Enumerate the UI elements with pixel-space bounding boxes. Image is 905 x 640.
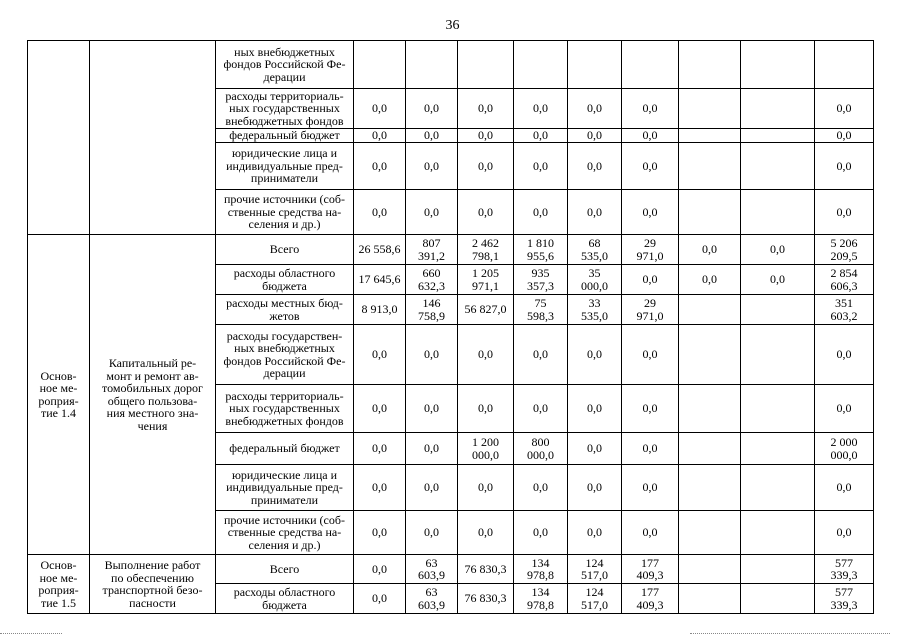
value-cell (741, 555, 815, 584)
value-cell (741, 465, 815, 511)
value-cell: 75 598,3 (514, 295, 568, 325)
value-cell: 17 645,6 (354, 265, 406, 295)
value-cell: 0,0 (815, 465, 874, 511)
value-cell (741, 143, 815, 190)
value-cell: 0,0 (406, 433, 458, 465)
value-cell (679, 584, 741, 614)
table-row (28, 555, 874, 584)
value-cell: 0,0 (406, 190, 458, 235)
value-cell: 0,0 (568, 190, 622, 235)
value-cell: 0,0 (406, 325, 458, 385)
value-cell (458, 41, 514, 89)
value-cell: 0,0 (815, 143, 874, 190)
value-cell (741, 89, 815, 129)
value-cell: 0,0 (458, 190, 514, 235)
source-cell: Всего (216, 235, 354, 265)
event-cell-blank (28, 41, 90, 235)
value-cell: 2 854 606,3 (815, 265, 874, 295)
value-cell: 0,0 (514, 190, 568, 235)
value-cell: 0,0 (622, 143, 679, 190)
table-row (28, 41, 874, 89)
value-cell: 0,0 (458, 89, 514, 129)
value-cell: 0,0 (458, 465, 514, 511)
value-cell: 0,0 (622, 325, 679, 385)
value-cell (354, 41, 406, 89)
value-cell: 0,0 (354, 143, 406, 190)
source-cell: расходы территориаль- ных государственных внебюджетных фондов (216, 385, 354, 433)
budget-table (27, 40, 874, 614)
value-cell: 1 200 000,0 (458, 433, 514, 465)
value-cell: 1 205 971,1 (458, 265, 514, 295)
value-cell: 134 978,8 (514, 555, 568, 584)
value-cell: 0,0 (406, 511, 458, 555)
source-cell: расходы территориаль- ных государственных внебюджетных фондов (216, 89, 354, 129)
value-cell (679, 511, 741, 555)
value-cell: 76 830,3 (458, 555, 514, 584)
value-cell: 0,0 (622, 265, 679, 295)
value-cell: 0,0 (458, 325, 514, 385)
source-cell: расходы местных бюд- жетов (216, 295, 354, 325)
value-cell: 33 535,0 (568, 295, 622, 325)
value-cell: 0,0 (815, 129, 874, 143)
table-row (28, 235, 874, 265)
value-cell: 0,0 (622, 385, 679, 433)
value-cell (679, 89, 741, 129)
value-cell (741, 325, 815, 385)
value-cell: 0,0 (458, 129, 514, 143)
value-cell: 351 603,2 (815, 295, 874, 325)
value-cell (679, 41, 741, 89)
source-cell: расходы государствен- ных внебюджетных фондов Российской Фе- дерации (216, 325, 354, 385)
value-cell: 0,0 (354, 89, 406, 129)
value-cell: 26 558,6 (354, 235, 406, 265)
source-cell: Всего (216, 555, 354, 584)
value-cell: 35 000,0 (568, 265, 622, 295)
value-cell: 0,0 (815, 190, 874, 235)
value-cell: 0,0 (406, 465, 458, 511)
source-cell: прочие источники (соб- ственные средства на- селения и др.) (216, 190, 354, 235)
event-cell: Основ- ное ме- роприя- тие 1.4 (28, 235, 90, 555)
value-cell (741, 584, 815, 614)
value-cell: 0,0 (406, 385, 458, 433)
value-cell: 29 971,0 (622, 235, 679, 265)
value-cell: 0,0 (406, 89, 458, 129)
value-cell (679, 555, 741, 584)
value-cell: 0,0 (354, 325, 406, 385)
value-cell: 68 535,0 (568, 235, 622, 265)
value-cell: 2 000 000,0 (815, 433, 874, 465)
scan-dotted-line (0, 633, 62, 634)
value-cell (679, 325, 741, 385)
value-cell: 0,0 (568, 129, 622, 143)
value-cell: 146 758,9 (406, 295, 458, 325)
value-cell: 0,0 (458, 511, 514, 555)
value-cell: 577 339,3 (815, 584, 874, 614)
value-cell: 0,0 (568, 143, 622, 190)
value-cell: 76 830,3 (458, 584, 514, 614)
source-cell: юридические лица и индивидуальные пред- приниматели (216, 143, 354, 190)
value-cell (679, 129, 741, 143)
value-cell (679, 385, 741, 433)
activity-cell: Капитальный ре- монт и ремонт ав- томобильных дорог общего пользова- ния местного зна- чения (90, 235, 216, 555)
value-cell: 0,0 (679, 235, 741, 265)
value-cell: 0,0 (622, 511, 679, 555)
value-cell: 0,0 (354, 190, 406, 235)
value-cell: 0,0 (568, 433, 622, 465)
value-cell: 63 603,9 (406, 584, 458, 614)
value-cell: 1 810 955,6 (514, 235, 568, 265)
value-cell (679, 190, 741, 235)
value-cell (679, 433, 741, 465)
value-cell: 0,0 (514, 325, 568, 385)
value-cell: 124 517,0 (568, 584, 622, 614)
value-cell: 0,0 (568, 325, 622, 385)
value-cell: 0,0 (514, 89, 568, 129)
source-cell: федеральный бюджет (216, 129, 354, 143)
source-cell: ных внебюджетных фондов Российской Фе- дерации (216, 41, 354, 89)
value-cell: 0,0 (514, 465, 568, 511)
value-cell (406, 41, 458, 89)
value-cell: 0,0 (458, 143, 514, 190)
value-cell: 0,0 (354, 555, 406, 584)
value-cell: 800 000,0 (514, 433, 568, 465)
scan-dotted-line (690, 633, 890, 634)
value-cell: 0,0 (354, 433, 406, 465)
value-cell (741, 129, 815, 143)
value-cell: 0,0 (354, 385, 406, 433)
value-cell: 0,0 (568, 465, 622, 511)
value-cell: 577 339,3 (815, 555, 874, 584)
value-cell: 0,0 (354, 511, 406, 555)
source-cell: прочие источники (соб- ственные средства на- селения и др.) (216, 511, 354, 555)
value-cell: 5 206 209,5 (815, 235, 874, 265)
value-cell (679, 143, 741, 190)
value-cell: 0,0 (568, 511, 622, 555)
value-cell (679, 295, 741, 325)
activity-cell-blank (90, 41, 216, 235)
value-cell (679, 465, 741, 511)
value-cell (568, 41, 622, 89)
value-cell (741, 190, 815, 235)
value-cell: 0,0 (622, 465, 679, 511)
value-cell: 0,0 (622, 89, 679, 129)
value-cell: 0,0 (514, 143, 568, 190)
value-cell (514, 41, 568, 89)
source-cell: юридические лица и индивидуальные пред- приниматели (216, 465, 354, 511)
value-cell: 0,0 (568, 89, 622, 129)
source-cell: федеральный бюджет (216, 433, 354, 465)
value-cell (815, 41, 874, 89)
value-cell: 0,0 (568, 385, 622, 433)
value-cell: 0,0 (514, 385, 568, 433)
value-cell (741, 511, 815, 555)
value-cell: 0,0 (458, 385, 514, 433)
value-cell: 0,0 (406, 143, 458, 190)
value-cell: 0,0 (514, 511, 568, 555)
value-cell: 0,0 (622, 190, 679, 235)
value-cell: 0,0 (679, 265, 741, 295)
value-cell: 124 517,0 (568, 555, 622, 584)
source-cell: расходы областного бюджета (216, 584, 354, 614)
value-cell: 660 632,3 (406, 265, 458, 295)
value-cell: 935 357,3 (514, 265, 568, 295)
value-cell: 177 409,3 (622, 584, 679, 614)
source-cell: расходы областного бюджета (216, 265, 354, 295)
value-cell: 2 462 798,1 (458, 235, 514, 265)
value-cell: 0,0 (815, 89, 874, 129)
value-cell: 0,0 (815, 325, 874, 385)
value-cell: 0,0 (354, 129, 406, 143)
value-cell (741, 295, 815, 325)
activity-cell: Выполнение работ по обеспечению транспортной безо- пасности (90, 555, 216, 614)
value-cell (741, 433, 815, 465)
value-cell: 0,0 (514, 129, 568, 143)
value-cell: 0,0 (815, 385, 874, 433)
value-cell: 63 603,9 (406, 555, 458, 584)
value-cell: 8 913,0 (354, 295, 406, 325)
value-cell (741, 41, 815, 89)
value-cell: 134 978,8 (514, 584, 568, 614)
page-number: 36 (445, 18, 460, 33)
value-cell: 56 827,0 (458, 295, 514, 325)
event-cell: Основ- ное ме- роприя- тие 1.5 (28, 555, 90, 614)
value-cell: 0,0 (815, 511, 874, 555)
value-cell: 29 971,0 (622, 295, 679, 325)
value-cell: 0,0 (622, 129, 679, 143)
value-cell: 0,0 (406, 129, 458, 143)
value-cell: 0,0 (622, 433, 679, 465)
value-cell (741, 385, 815, 433)
value-cell: 0,0 (354, 465, 406, 511)
value-cell (622, 41, 679, 89)
value-cell: 177 409,3 (622, 555, 679, 584)
value-cell: 0,0 (354, 584, 406, 614)
value-cell: 0,0 (741, 265, 815, 295)
value-cell: 807 391,2 (406, 235, 458, 265)
value-cell: 0,0 (741, 235, 815, 265)
